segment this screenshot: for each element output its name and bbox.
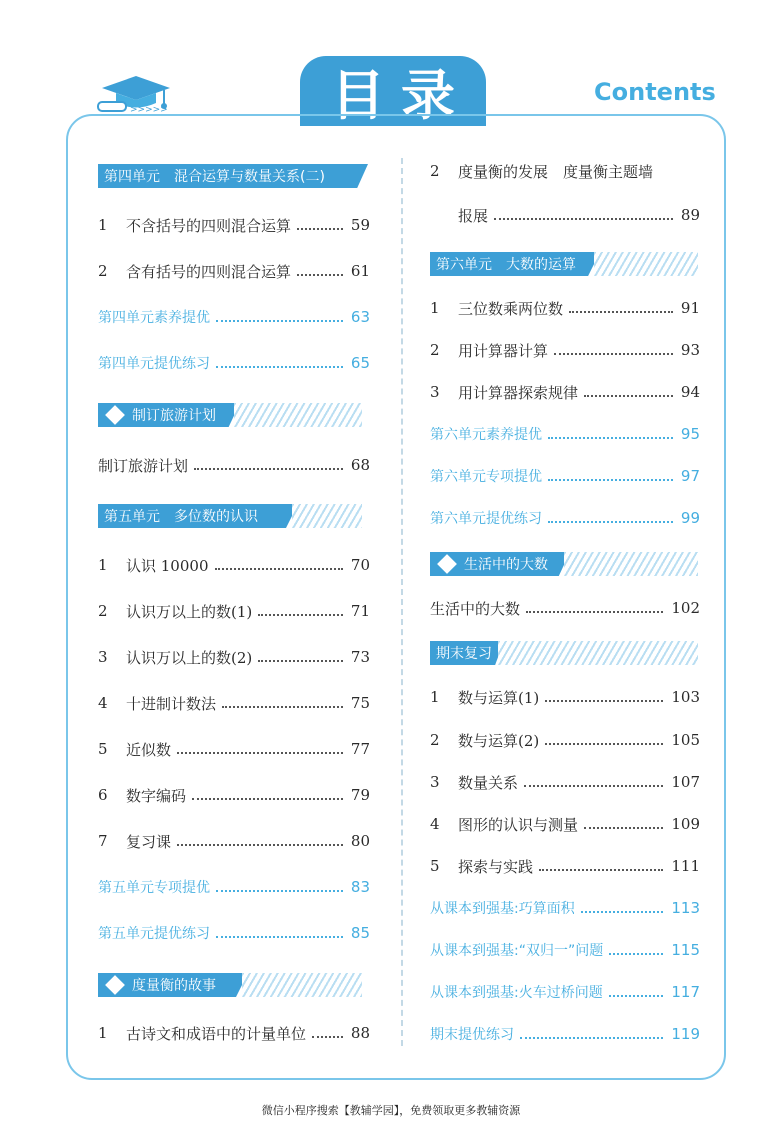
- leader-dots: [177, 844, 343, 846]
- page-title: 目录: [300, 56, 486, 126]
- toc-entry-special[interactable]: [430, 935, 700, 965]
- toc-entry-special[interactable]: [98, 302, 370, 332]
- toc-entry[interactable]: [98, 450, 370, 480]
- entry-number: 1: [430, 688, 440, 706]
- entry-page: 113: [671, 899, 700, 917]
- entry-page: 59: [350, 216, 370, 234]
- leader-dots: [554, 353, 673, 355]
- entry-page: 107: [671, 773, 700, 791]
- entry-number: 3: [430, 773, 440, 791]
- leader-dots: [581, 911, 664, 913]
- leader-dots: [215, 568, 343, 570]
- entry-title: 不含括号的四则混合运算: [126, 216, 292, 235]
- entry-title: 十进制计数法: [126, 694, 217, 713]
- toc-entry[interactable]: [430, 593, 700, 623]
- toc-entry[interactable]: [98, 550, 370, 580]
- toc-entry-special[interactable]: [430, 893, 700, 923]
- section-band-unit4: [98, 164, 376, 188]
- leader-dots: [258, 660, 343, 662]
- entry-page: 88: [350, 1024, 370, 1042]
- entry-title: 古诗文和成语中的计量单位: [126, 1024, 307, 1043]
- section-title: 制订旅游计划: [132, 408, 216, 424]
- leader-dots: [545, 700, 663, 702]
- leader-dots: [177, 752, 343, 754]
- entry-number: 4: [98, 694, 108, 712]
- entry-page: 65: [350, 354, 370, 372]
- toc-entry[interactable]: [98, 642, 370, 672]
- entry-page: 94: [680, 383, 700, 401]
- entry-title: 数量关系: [458, 773, 519, 792]
- graduation-cap-icon: [96, 70, 176, 116]
- entry-page: 89: [680, 206, 700, 224]
- entry-title: 从课本到强基:巧算面积: [430, 901, 575, 917]
- toc-entry[interactable]: [430, 293, 700, 323]
- entry-title: 第四单元素养提优: [98, 310, 210, 326]
- leader-dots: [194, 468, 343, 470]
- entry-title: 近似数: [126, 740, 172, 759]
- leader-dots: [548, 521, 673, 523]
- entry-page: 79: [350, 786, 370, 804]
- entry-title: 期末提优练习: [430, 1027, 514, 1043]
- section-band-measure: [98, 973, 364, 997]
- toc-entry[interactable]: [98, 596, 370, 626]
- toc-entry-special[interactable]: [430, 461, 700, 491]
- entry-number: 2: [98, 262, 108, 280]
- entry-page: 93: [680, 341, 700, 359]
- entry-title: 认识 10000: [126, 556, 209, 575]
- entry-page: 80: [350, 832, 370, 850]
- leader-dots: [609, 953, 663, 955]
- entry-title: 用计算器计算: [458, 341, 549, 360]
- entry-number: 1: [430, 299, 440, 317]
- entry-title: 认识万以上的数(1): [126, 602, 253, 621]
- entry-page: 102: [671, 599, 700, 617]
- entry-page: 109: [671, 815, 700, 833]
- entry-number: 5: [430, 857, 440, 875]
- toc-entry-special[interactable]: [98, 348, 370, 378]
- toc-entry[interactable]: [98, 780, 370, 810]
- leader-dots: [545, 743, 663, 745]
- entry-number: 2: [430, 162, 440, 180]
- entry-number: 7: [98, 832, 108, 850]
- leader-dots: [494, 218, 673, 220]
- leader-dots: [216, 320, 343, 322]
- section-band-bignum: [430, 552, 700, 576]
- entry-page: 97: [680, 467, 700, 485]
- leader-dots: [548, 479, 673, 481]
- toc-entry-special[interactable]: [98, 872, 370, 902]
- toc-entry-special[interactable]: [98, 918, 370, 948]
- section-title: 第五单元 多位数的认识: [104, 509, 258, 525]
- entry-title: 第四单元提优练习: [98, 356, 210, 372]
- entry-title: 三位数乘两位数: [458, 299, 564, 318]
- entry-number: 3: [430, 383, 440, 401]
- entry-title: 第六单元专项提优: [430, 469, 542, 485]
- leader-dots: [312, 1036, 343, 1038]
- leader-dots: [222, 706, 343, 708]
- section-title: 第六单元 大数的运算: [436, 257, 576, 273]
- entry-page: 117: [671, 983, 700, 1001]
- toc-entry[interactable]: [430, 725, 700, 755]
- leader-dots: [524, 785, 663, 787]
- entry-page: 75: [350, 694, 370, 712]
- entry-number: 6: [98, 786, 108, 804]
- entry-title: 用计算器探索规律: [458, 383, 579, 402]
- entry-number: 2: [430, 731, 440, 749]
- column-divider: [401, 158, 403, 1046]
- entry-page: 77: [350, 740, 370, 758]
- entry-number: 1: [98, 216, 108, 234]
- section-title: 第四单元 混合运算与数量关系(二): [104, 169, 325, 185]
- entry-page: 71: [350, 602, 370, 620]
- toc-entry[interactable]: [430, 809, 700, 839]
- entry-number: 2: [430, 341, 440, 359]
- entry-page: 85: [350, 924, 370, 942]
- entry-title: 探索与实践: [458, 857, 534, 876]
- entry-page: 119: [671, 1025, 700, 1043]
- entry-page: 63: [350, 308, 370, 326]
- toc-entry[interactable]: [98, 734, 370, 764]
- leader-dots: [584, 827, 663, 829]
- entry-page: 70: [350, 556, 370, 574]
- leader-dots: [258, 614, 343, 616]
- section-band-unit5: [98, 504, 364, 528]
- section-title: 度量衡的故事: [132, 978, 216, 994]
- entry-title: 第五单元提优练习: [98, 926, 210, 942]
- entry-title: 度量衡的发展 度量衡主题墙: [458, 162, 654, 181]
- toc-entry[interactable]: [98, 826, 370, 856]
- toc-entry[interactable]: [98, 688, 370, 718]
- leader-dots: [216, 366, 343, 368]
- toc-entry[interactable]: [430, 767, 700, 797]
- leader-dots: [216, 890, 343, 892]
- entry-title: 从课本到强基:火车过桥问题: [430, 985, 603, 1001]
- entry-title: 数与运算(1): [458, 688, 540, 707]
- section-title: 生活中的大数: [464, 557, 548, 573]
- section-band-unit6: [430, 252, 700, 276]
- entry-number: 1: [98, 1024, 108, 1042]
- leader-dots: [609, 995, 664, 997]
- toc-entry-special[interactable]: [430, 503, 700, 533]
- entry-number: 4: [430, 815, 440, 833]
- entry-title: 含有括号的四则混合运算: [126, 262, 292, 281]
- entry-title: 数字编码: [126, 786, 187, 805]
- leader-dots: [297, 274, 343, 276]
- entry-page: 95: [680, 425, 700, 443]
- entry-page: 115: [671, 941, 700, 959]
- section-title: 期末复习: [436, 646, 492, 662]
- entry-page: 99: [680, 509, 700, 527]
- toc-entry[interactable]: [430, 851, 700, 881]
- entry-number: 2: [98, 602, 108, 620]
- entry-title: 复习课: [126, 832, 172, 851]
- toc-entry-special[interactable]: [430, 419, 700, 449]
- entry-title: 第六单元提优练习: [430, 511, 542, 527]
- leader-dots: [569, 311, 673, 313]
- toc-entry-special[interactable]: [430, 977, 700, 1007]
- entry-title: 生活中的大数: [430, 599, 521, 618]
- toc-entry-continued[interactable]: [458, 200, 700, 230]
- toc-entry[interactable]: [98, 210, 370, 240]
- toc-entry-special[interactable]: [430, 1019, 700, 1049]
- entry-title: 报展: [458, 206, 489, 225]
- entry-title: 第六单元素养提优: [430, 427, 542, 443]
- footer-note: 微信小程序搜索【教辅学园】，免费领取更多教辅资源: [261, 1104, 521, 1117]
- toc-entry[interactable]: [98, 256, 370, 286]
- entry-page: 83: [350, 878, 370, 896]
- toc-entry[interactable]: [430, 156, 700, 186]
- entry-page: 61: [350, 262, 370, 280]
- entry-number: 5: [98, 740, 108, 758]
- entry-page: 91: [680, 299, 700, 317]
- toc-entry[interactable]: [430, 377, 700, 407]
- section-band-final: [430, 641, 700, 665]
- toc-entry[interactable]: [430, 335, 700, 365]
- contents-label: Contents: [594, 78, 716, 106]
- leader-dots: [216, 936, 343, 938]
- entry-title: 数与运算(2): [458, 731, 540, 750]
- leader-dots: [539, 869, 663, 871]
- entry-page: 105: [671, 731, 700, 749]
- entry-title: 认识万以上的数(2): [126, 648, 253, 667]
- entry-page: 103: [671, 688, 700, 706]
- header: [0, 0, 782, 127]
- entry-title: 图形的认识与测量: [458, 815, 579, 834]
- toc-entry[interactable]: [98, 1018, 370, 1048]
- entry-page: 73: [350, 648, 370, 666]
- leader-dots: [192, 798, 343, 800]
- section-band-travel: [98, 403, 364, 427]
- entry-title: 第五单元专项提优: [98, 880, 210, 896]
- leader-dots: [526, 611, 663, 613]
- leader-dots: [548, 437, 673, 439]
- leader-dots: [584, 395, 673, 397]
- entry-number: 3: [98, 648, 108, 666]
- entry-title: 制订旅游计划: [98, 456, 189, 475]
- leader-dots: [520, 1037, 663, 1039]
- svg-text:>>>>>: >>>>>: [130, 105, 168, 115]
- entry-number: 1: [98, 556, 108, 574]
- toc-entry[interactable]: [430, 682, 700, 712]
- entry-page: 68: [350, 456, 370, 474]
- leader-dots: [297, 228, 343, 230]
- entry-page: 111: [671, 857, 700, 875]
- entry-title: 从课本到强基:“双归一”问题: [430, 943, 604, 959]
